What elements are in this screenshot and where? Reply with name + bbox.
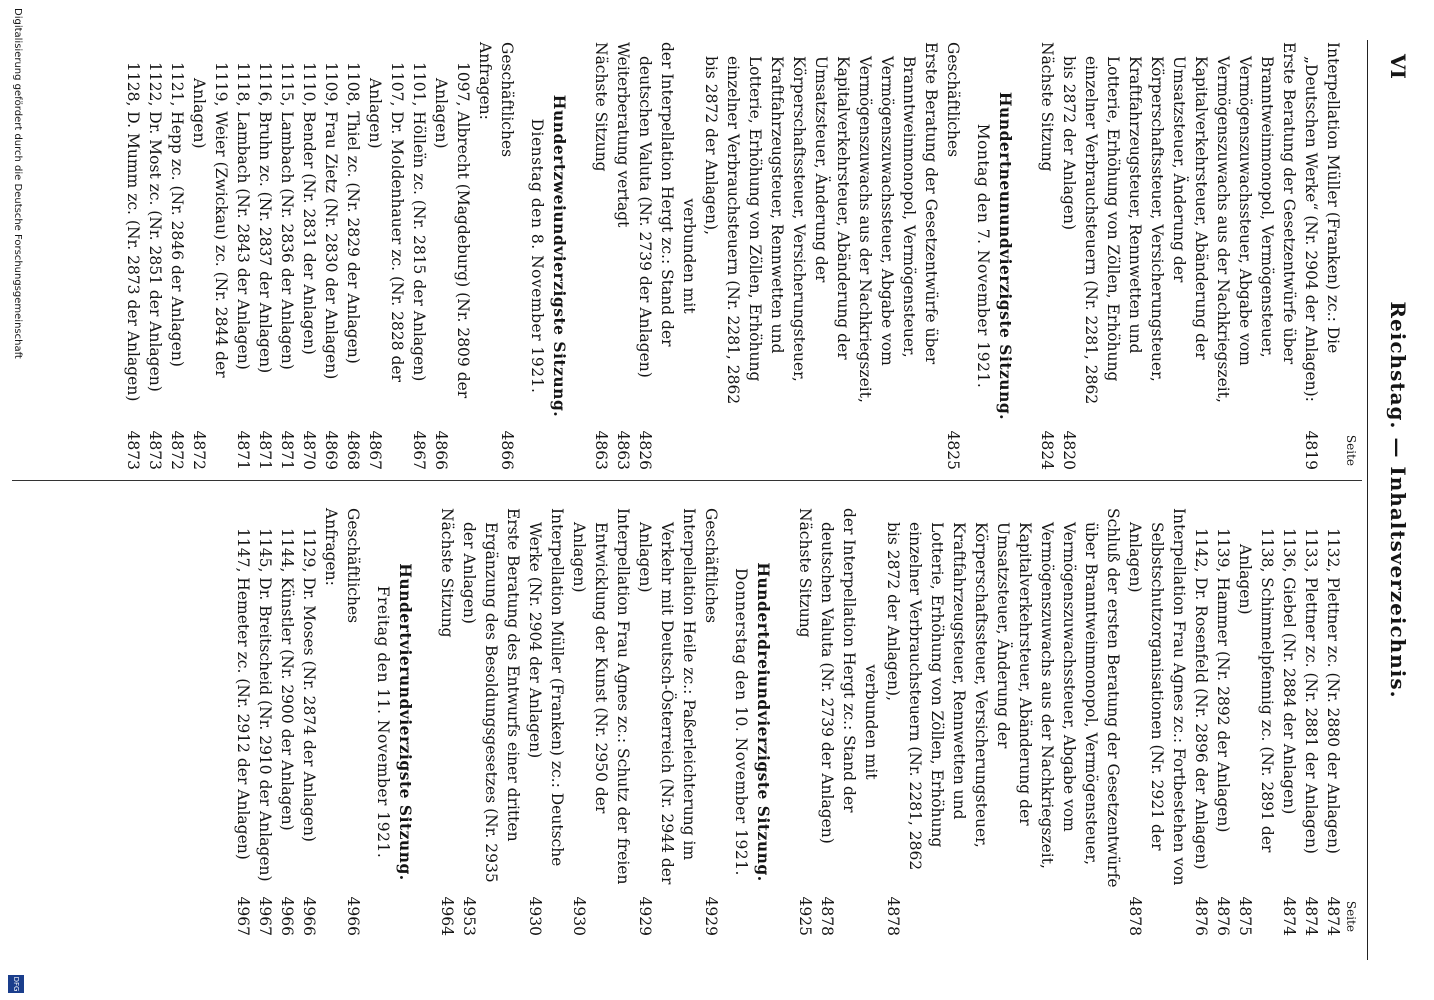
toc-subentry: 1097, Albrecht (Magdeburg) (Nr. 2809 der Anlagen) 4866: [432, 62, 472, 470]
toc-entry: Geschäftliches 4966: [344, 508, 362, 936]
page-ref: 4875: [1236, 896, 1254, 936]
session-title: Hundertdreiundvierzigste Sitzung.: [754, 562, 773, 882]
toc-subentry: 1118, Lambach (Nr. 2843 der Anlagen) 4871: [234, 62, 252, 470]
page-header: [1378, 40, 1418, 960]
toc-entry: Interpellation Müller (Franken) zc.: Die „Deutschen Werke“ (Nr. 2904 der Anlagen): 4819: [1302, 42, 1342, 470]
page-ref: 4863: [614, 430, 632, 470]
page-number: VI: [1386, 54, 1410, 79]
toc-entry: Nächste Sitzung 4925: [796, 508, 814, 936]
toc-entry: Interpellation Müller (Franken) zc.: Deutsche Werke (Nr. 2904 der Anlagen) 4930: [526, 508, 566, 936]
page-ref: 4867: [366, 430, 384, 470]
page-ref: 4925: [796, 896, 814, 936]
toc-subentry: 1110, Bender (Nr. 2831 der Anlagen) 4870: [300, 62, 318, 470]
toc-entry: Interpellation Heile zc.: Paßerleichterung im Verkehr mit Deutsch-Österreich (Nr. 2944 der Anlagen) 4929: [636, 508, 698, 936]
toc-entry: der Interpellation Hergt zc.: Stand der deutschen Valuta (Nr. 2739 der Anlagen) 4826: [636, 42, 676, 470]
toc-entry: Erste Beratung der Gesetzentwürfe über Branntweinmonopol, Vermögensteuer, Vermögenszuwachssteuer, Abgabe vom Vermögenszuwachs aus der Nachkriegszeit, Kapitalverkehrsteuer, Abänderung der Umsatzsteuer, Änderung der Körperschaftssteuer, Versicherungsteuer, Kraftfahrzeugsteuer, Rennwetten und Lotterie, Erhöhung von Zöllen, Erhöhung einzelner Verbrauchsteuern (Nr. 2281, 2862 bis 2872 der Anlagen),: [702, 42, 940, 405]
footer-text: Digitalisierung gefördert durch die Deutsche Forschungsgemeinschaft: [12, 8, 23, 359]
linked-note: verbunden mit: [680, 198, 698, 314]
toc-subentry: 1133, Plettner zc. (Nr. 2881 der Anlagen) 4874: [1302, 528, 1320, 936]
session-date: Montag den 7. November 1921.: [974, 123, 992, 389]
page-ref: 4866: [498, 430, 516, 470]
seite-label: Seite: [1344, 900, 1358, 932]
toc-entry: Interpellation Frau Agnes zc.: Fortbestehen von Selbstschutzorganisationen (Nr. 2921 der Anlagen) 4878: [1126, 508, 1188, 936]
toc-subentry: 1139, Hammer (Nr. 2892 der Anlagen) 4876: [1214, 528, 1232, 936]
page-ref: 4867: [410, 430, 428, 470]
page-ref: 4966: [278, 896, 296, 936]
toc-entry: der Interpellation Hergt zc.: Stand der deutschen Valuta (Nr. 2739 der Anlagen) 4878: [818, 508, 858, 936]
page-ref: 4876: [1214, 896, 1232, 936]
dfg-logo-icon: DFG: [8, 975, 24, 993]
header-rule: [1367, 40, 1368, 960]
page-ref: 4967: [234, 896, 252, 936]
toc-entry: Erste Beratung der Gesetzentwürfe über Branntweinmonopol, Vermögensteuer, Vermögenszuwachssteuer, Abgabe vom Vermögenszuwachs aus der Nachkriegszeit, Kapitalverkehrsteuer, Abänderung der Umsatzsteuer, Änderung der Körperschaftssteuer, Versicherungsteuer, Kraftfahrzeugsteuer, Rennwetten und Lotterie, Erhöhung von Zöllen, Erhöhung einzelner Verbrauchsteuern (Nr. 2281, 2862 bis 2872 der Anlagen) 4820: [1060, 42, 1298, 470]
page-ref: 4876: [1192, 896, 1210, 936]
toc-subentry: 1116, Bruhn zc. (Nr. 2837 der Anlagen) 4871: [256, 62, 274, 470]
toc-subentry: 1107, Dr. Moldenhauer zc. (Nr. 2828 der Anlagen) 4867: [366, 62, 406, 470]
toc-entry: Interpellation Frau Agnes zc.: Schutz der freien Entwicklung der Kunst (Nr. 2950 der Anlagen) 4930: [570, 508, 632, 936]
page-ref: 4868: [344, 430, 362, 470]
toc-entry: Anfragen:: [476, 42, 494, 120]
page-ref: 4878: [884, 896, 902, 936]
column-divider: [12, 480, 1362, 481]
toc-entry: Erste Beratung des Entwurfs einer dritten Ergänzung des Besoldungsgesetzes (Nr. 2935 der Anlagen) 4953: [460, 508, 522, 936]
toc-subentry: 1147, Hemeter zc. (Nr. 2912 der Anlagen) 4967: [234, 528, 252, 936]
toc-entry: Nächste Sitzung 4964: [438, 508, 456, 936]
toc-subentry: 1121, Hepp zc. (Nr. 2846 der Anlagen) 4872: [168, 62, 186, 470]
page-ref: 4869: [322, 430, 340, 470]
page-ref: 4874: [1280, 896, 1298, 936]
session-title: Hundertzweiundvierzigste Sitzung.: [550, 94, 569, 418]
page-ref: 4824: [1038, 430, 1056, 470]
session-title: Hundertneunundvierzigste Sitzung.: [996, 91, 1015, 421]
toc-entry: Anfragen:: [322, 508, 340, 586]
session-date: Freitag den 11. November 1921.: [374, 585, 392, 859]
toc-entry: Geschäftliches 4866: [498, 42, 516, 470]
running-title: Reichstag. — Inhaltsverzeichnis.: [1386, 301, 1410, 699]
session-date: Dienstag den 8. November 1921.: [528, 118, 546, 394]
page-ref: 4820: [1060, 430, 1078, 470]
page-ref: 4929: [702, 896, 720, 936]
toc-entry: Geschäftliches 4929: [702, 508, 720, 936]
page-ref: 4871: [278, 430, 296, 470]
toc-subentry: 1128, D. Mumm zc. (Nr. 2873 der Anlagen) 4873: [124, 62, 142, 470]
page-ref: 4966: [300, 896, 318, 936]
left-column: [122, 42, 1358, 470]
toc-subentry: 1136, Giebel (Nr. 2884 der Anlagen) 4874: [1280, 528, 1298, 936]
toc-entry: Geschäftliches 4825: [944, 42, 962, 470]
page-ref: 4878: [818, 896, 836, 936]
page-ref: 4873: [146, 430, 164, 470]
toc-subentry: 1115, Lambach (Nr. 2836 der Anlagen) 4871: [278, 62, 296, 470]
toc-entry: Weiterberatung vertagt 4863: [614, 42, 632, 470]
seite-label: Seite: [1344, 434, 1358, 466]
page-ref: 4878: [1126, 896, 1144, 936]
page-ref: 4863: [592, 430, 610, 470]
toc-entry: Nächste Sitzung 4824: [1038, 42, 1056, 470]
page-ref: 4870: [300, 430, 318, 470]
page-ref: 4873: [124, 430, 142, 470]
toc-subentry: 1132, Plettner zc. (Nr. 2880 der Anlagen) 4874: [1324, 528, 1342, 936]
page-ref: 4819: [1302, 430, 1320, 470]
session-title: Hundertvierundvierzigste Sitzung.: [396, 563, 415, 881]
page-ref: 4871: [234, 430, 252, 470]
toc-subentry: 1101, Hölleïn zc. (Nr. 2815 der Anlagen) 4867: [410, 62, 428, 470]
toc-subentry: 1122, Dr. Most zc. (Nr. 2851 der Anlagen) 4873: [146, 62, 164, 470]
toc-subentry: 1129, Dr. Moses (Nr. 2874 der Anlagen) 4966: [300, 528, 318, 936]
linked-note: verbunden mit: [862, 664, 880, 780]
toc-subentry: 1138, Schimmelpfennig zc. (Nr. 2891 der Anlagen) 4875: [1236, 528, 1276, 936]
page-ref: 4929: [636, 896, 654, 936]
toc-subentry: 1142, Dr. Rosenfeld (Nr. 2896 der Anlagen) 4876: [1192, 528, 1210, 936]
page-ref: 4872: [190, 430, 208, 470]
session-date: Donnerstag den 10. November 1921.: [732, 568, 750, 876]
toc-subentry: 1145, Dr. Breitscheid (Nr. 2910 der Anlagen) 4967: [256, 528, 274, 936]
toc-subentry: 1109, Frau Zietz (Nr. 2830 der Anlagen) 4869: [322, 62, 340, 470]
digitization-footer: [4, 0, 30, 1000]
page-ref: 4953: [460, 896, 478, 936]
page-ref: 4964: [438, 896, 456, 936]
toc-subentry: 1119, Weier (Zwickau) zc. (Nr. 2844 der Anlagen) 4872: [190, 62, 230, 470]
toc-subentry: 1108, Thiel zc. (Nr. 2829 der Anlagen) 4868: [344, 62, 362, 470]
right-column: [232, 508, 1358, 936]
page-ref: 4866: [432, 430, 450, 470]
page-ref: 4966: [344, 896, 362, 936]
toc-subentry: 1144, Künstler (Nr. 2900 der Anlagen) 4966: [278, 528, 296, 936]
toc-entry: Nächste Sitzung 4863: [592, 42, 610, 470]
page-ref: 4871: [256, 430, 274, 470]
page-ref: 4874: [1324, 896, 1342, 936]
page-ref: 4930: [526, 896, 544, 936]
page-ref: 4874: [1302, 896, 1320, 936]
toc-entry: Schluß der ersten Beratung der Gesetzentwürfe über Branntweinmonopol, Vermögensteuer, Vermögenszuwachssteuer, Abgabe vom Vermögenszuwachs aus der Nachkriegszeit, Kapitalverkehrsteuer, Abänderung der Umsatzsteuer, Änderung der Körperschaftssteuer, Versicherungsteuer, Kraftfahrzeugsteuer, Rennwetten und Lotterie, Erhöhung von Zöllen, Erhöhung einzelner Verbrauchsteuern (Nr. 2281, 2862 bis 2872 der Anlagen), 4878: [884, 508, 1122, 936]
page-ref: 4872: [168, 430, 186, 470]
page-ref: 4825: [944, 430, 962, 470]
page-ref: 4967: [256, 896, 274, 936]
page-ref: 4826: [636, 430, 654, 470]
page-ref: 4930: [570, 896, 588, 936]
